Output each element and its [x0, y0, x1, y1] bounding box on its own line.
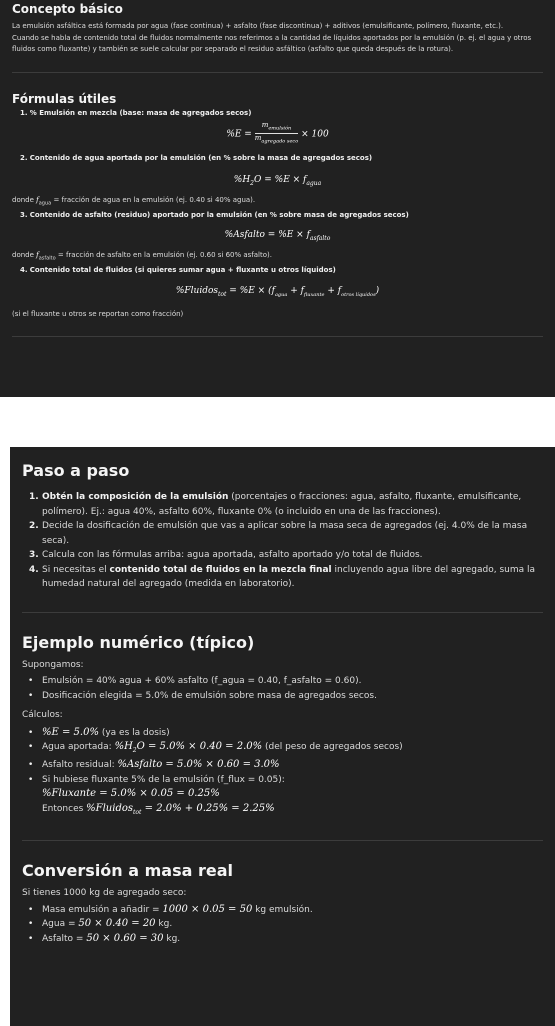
- concepto-paragraph-2: Cuando se habla de contenido total de fluidos normalmente nos referimos a la cantidad de líquidos aportados por la emulsión (p. ej. el agua y otros fluidos como fluxante) y también se suele calcular por separado el residuo asfáltico (asfalto que queda después de la rotura).: [12, 33, 532, 53]
- calculos-label: Cálculos:: [22, 710, 63, 720]
- list-item: 4. Si necesitas el contenido total de fluidos en la mezcla final incluyendo agua libre del agregado, suma la humedad natural del agregado (medida en laboratorio).: [29, 564, 536, 589]
- list-item: • Agua aportada: $\%H_2O = 5.0\% \times 0.40 = 2.0\%$ (del peso de agregados secos): [28, 741, 403, 754]
- formula-agua-note: donde $f_{agua}$ = fracción de agua en la emulsión (ej. 0.40 si 40% agua).: [12, 196, 256, 207]
- list-item: 3. Calcula con las fórmulas arriba: agua aportada, asfalto aportado y/o total de fluidos.: [29, 550, 423, 560]
- section-title-ejemplo: Ejemplo numérico (típico): [22, 632, 255, 652]
- formula-fluidos: %Fluidos$_{tot}$ = $\%E \times (f_{agua} + f_{fluxante} + f_{otros líquidos})$: [175, 285, 380, 298]
- section-title-formulas: Fórmulas útiles: [12, 91, 117, 106]
- list-item: • Dosificación elegida = 5.0% de emulsión sobre masa de agregados secos.: [28, 690, 377, 701]
- formula-fluidos-note: (si el fluxante u otros se reportan como fracción): [12, 309, 184, 318]
- list-item: • Asfalto = 50 × 0.60 = 30 kg.: [28, 932, 181, 944]
- section-title-conversion: Conversión a masa real: [22, 861, 234, 881]
- divider: [22, 612, 543, 613]
- formula-item-1: 1. % Emulsión en mezcla (base: masa de agregados secos): [20, 108, 252, 117]
- formula-asfalto: %Asfalto = $\%E \times f_{asfalto}$: [224, 229, 331, 242]
- list-item: • Agua = 50 × 0.40 = 20 kg.: [28, 918, 173, 930]
- formula-emulsion: %E = $\frac{m_{emulsión}}{m_{agregado seco}}$ × 100: [226, 121, 329, 145]
- list-item: • Si hubiese fluxante 5% de la emulsión (f_flux = 0.05): %Fluxante = 5.0% × 0.05 = 0.25% Entonces %Fluidos$_{tot}$ = 2.0% + 0.25% = 2.25%: [28, 774, 285, 816]
- ejemplo-intro: Supongamos:: [22, 659, 84, 670]
- list-item: • Emulsión = 40% agua + 60% asfalto (f_agua = 0.40, f_asfalto = 0.60).: [28, 676, 362, 686]
- list-item: • Masa emulsión a añadir = 1000 × 0.05 = 50 kg emulsión.: [28, 903, 313, 915]
- list-item: 2. Decide la dosificación de emulsión que vas a aplicar sobre la masa seca de agregados (ej. 4.0% de la masa seca).: [29, 521, 528, 546]
- divider: [12, 336, 543, 337]
- section-title-concepto: Concepto básico: [12, 2, 123, 16]
- formula-item-2: 2. Contenido de agua aportada por la emulsión (en % sobre la masa de agregados secos): [20, 154, 373, 162]
- formula-asfalto-note: donde $f_{asfalto}$ = fracción de asfalto en la emulsión (ej. 0.60 si 60% asfalto).: [12, 251, 272, 262]
- formula-item-3: 3. Contenido de asfalto (residuo) aportado por la emulsión (en % sobre masa de agregados secos): [20, 211, 409, 220]
- list-item: • Asfalto residual: %Asfalto = 5.0% × 0.60 = 3.0%: [28, 759, 280, 771]
- list-item: 1. Obtén la composición de la emulsión (porcentajes o fracciones: agua, asfalto, fluxante, emulsificante, polímero). Ej.: agua 40%, asfalto 60%, fluxante 0% (o incluido en una de las fracciones).: [29, 492, 522, 517]
- formula-item-4: 4. Contenido total de fluidos (si quieres sumar agua + fluxante u otros líquidos): [20, 266, 336, 275]
- bottom-panel: [10, 447, 555, 1026]
- conversion-intro: Si tienes 1000 kg de agregado seco:: [22, 888, 187, 899]
- divider: [12, 72, 543, 73]
- steps-list: [22, 490, 543, 592]
- list-item: • %E = 5.0% (ya es la dosis): [28, 726, 170, 738]
- divider: [22, 840, 543, 841]
- formula-agua: $\%H_2O = \%E \times f_{agua}$: [233, 174, 322, 187]
- concepto-paragraph-1: La emulsión asfáltica está formada por agua (fase continua) + asfalto (fase discontinua) + aditivos (emulsificante, polímero, fluxante, etc.).: [12, 22, 504, 30]
- top-panel: [0, 0, 555, 397]
- section-title-paso-a-paso: Paso a paso: [22, 461, 130, 480]
